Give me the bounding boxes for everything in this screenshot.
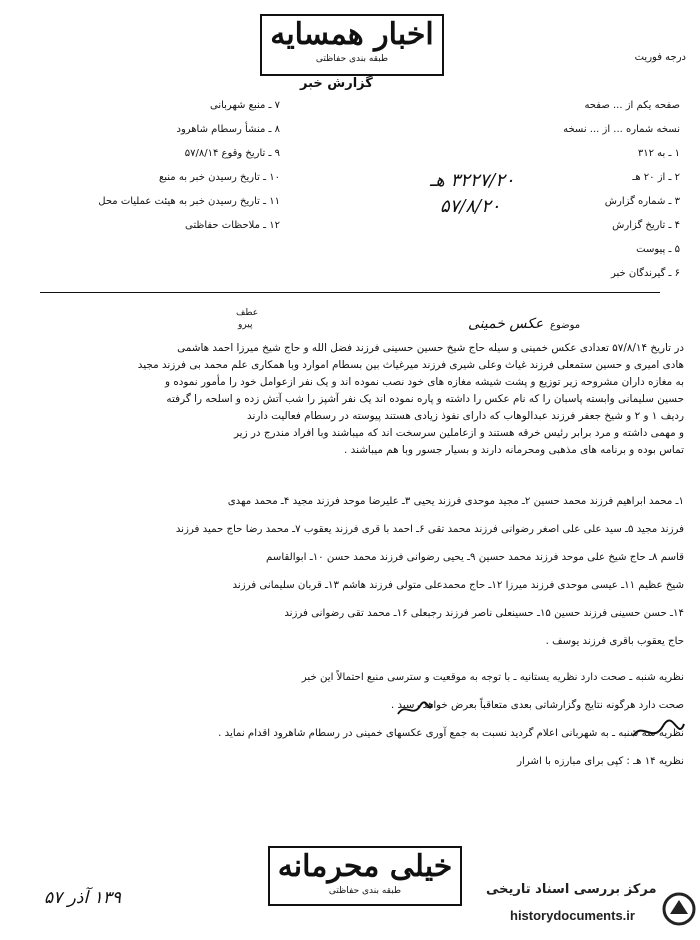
left-meta-block [40,94,280,238]
bottom-stamp-subtitle: طبقه بندی حفاظتی [328,886,402,896]
bottom-left-handwriting: ۱۳۹ آذر ۵۷ [44,888,121,908]
body-line: در تاریخ ۵۷/۸/۱۴ تعدادی عکس خمینی و سیله حاج شیخ حسین حسینی فرزند فضل الله و حاج شیخ میرزا احمد هاشمی [177,342,684,354]
meta-source: ۷ ـ منبع شهربانی [209,100,280,111]
body-line: ردیف ۱ و ۲ و شیخ جعفر فرزند عبدالوهاب که دارای نفوذ زیادی هستند پیوسته در رسطام فعالیت دارند [246,410,684,422]
bottom-stamp-title: خیلی محرمانه [277,849,453,884]
watermark-url: historydocuments.ir [510,908,635,923]
body-line: و مهمی داشته و مرد برابر رئیس خرقه هستند و ازعاملین سرسخت اند که میباشند وبا افراد مندرج در زیر [233,427,684,439]
urgency-label: درجه فوریت [634,52,686,63]
opinion-line: صحت دارد هرگونه نتایج وگزارشاتی بعدی متعاقباً بعرض خواهد رسید . [391,700,684,711]
follow-up-label: پیرو [238,320,253,330]
names-list [16,488,684,656]
names-line: شیخ عظیم ۱۱ـ عیسی موحدی فرزند میرزا ۱۲ـ حاج محمدعلی متولی فرزند هاشم ۱۳ـ قربان سلیمانی فرزند [232,580,684,591]
names-line: ۱ـ محمد ابراهیم فرزند محمد حسین ۲ـ مجید موحدی فرزند یحیی ۳ـ علیرضا موحد فرزند مجید ۴ـ محمد مهدی [227,496,684,507]
opinion-line: نظریه شنبه ـ صحت دارد نظریه یستانیه ـ با توجه به موقعیت و سترسی منبع احتمالاً این خبر [301,672,684,683]
meta-event-date: ۹ ـ تاریخ وقوع ۵۷/۸/۱۴ [184,148,280,159]
report-body [16,340,684,459]
names-line: ۱۴ـ حسن حسینی فرزند حسین ۱۵ـ حسینعلی ناصر فرزند رجبعلی ۱۶ـ محمد تقی رضوانی فرزند [284,608,684,619]
meta-protection-notes: ۱۲ ـ ملاحظات حفاظتی [185,220,280,231]
handwritten-report-number: ۳۲۲۷/۲۰ هـ [430,170,515,191]
meta-origin: ۸ ـ منشأ رسطام شاهرود [176,124,280,135]
top-stamp-title: اخبار همسایه [270,17,434,52]
body-line: حسین سلیمانی وابسته پاسبان را که نام عکس را داشته و پاره نموده اند یک نفر آشپز را شب آتش زده و اسلحه را گرفته [166,393,684,405]
header-divider [40,292,660,293]
initials-mark [395,700,435,720]
meta-copy: نسخه شماره ... از ... نسخه [563,124,680,135]
meta-page: صفحه یکم از ... صفحه [584,100,680,111]
meta-to: ۱ ـ به ۳۱۲ [637,148,680,159]
watermark-logo-icon [662,892,696,926]
meta-source-received: ۱۰ ـ تاریخ رسیدن خبر به منبع [158,172,280,183]
bottom-classification-stamp [268,846,462,906]
meta-report-date: ۴ ـ تاریخ گزارش [612,220,680,231]
top-stamp-subtitle: طبقه بندی حفاظتی [315,54,389,64]
opinion-line: نظریه ۱۴ هـ : کپی برای مبارزه با اشرار [517,756,684,767]
opinions-block [16,664,684,776]
meta-report-number: ۳ ـ شماره گزارش [604,196,680,207]
opinion-line: نظریه سه شنبه ـ به شهربانی اعلام گردید نسبت به جمع آوری عکسهای خمینی در رسطام شاهرود اقدام نماید . [218,728,684,739]
top-classification-stamp [260,14,444,76]
subject-label: موضوع [550,320,581,331]
body-line: هادی امیری و حسین ستمعلی فرزند غیاث وعلی شیری فرزند میرغیاث بین بسطام اموارد وبا همکاری علم محمد بی فرزند مجید [137,359,684,371]
subject-value: عکس خمینی [468,316,544,332]
names-line: حاج یعقوب باقری فرزند یوسف . [545,636,684,647]
handwritten-report-date: ۵۷/۸/۲۰ [440,196,501,217]
watermark-persian: مرکز بررسی اسناد تاریخی [486,882,657,897]
names-line: قاسم ۸ـ حاج شیخ علی موحد فرزند محمد حسین ۹ـ یحیی رضوانی فرزند محمد حسن ۱۰ـ ابوالقاسم [266,552,684,563]
meta-recipients: ۶ ـ گیرندگان خبر [610,268,680,279]
body-line: تماس بوده و برنامه های مذهبی ومحرمانه دارند و بسیار جسور وبا هم میباشند . [344,444,684,456]
report-title: گزارش خبر [300,76,373,91]
meta-ops-received: ۱۱ ـ تاریخ رسیدن خبر به هیئت عملیات محل [98,196,280,207]
body-line: به مغازه داران مشروحه زیر توزیع و پشت شیشه مغازه های خود نصب نموده اند و یک نفر ازعوامل خود را مأمور نموده و [165,376,684,388]
meta-attachment: ۵ ـ پیوست [636,244,680,255]
meta-from: ۲ ـ از ۲۰ هـ [632,172,680,183]
names-line: فرزند مجید ۵ـ سید علی علی اصغر رضوانی فرزند محمد تقی ۶ـ احمد با قری فرزند یعقوب ۷ـ محمد رضا حاج حمید فرزند [175,524,684,535]
reference-label: عطف [236,308,259,318]
signature-mark [628,716,688,746]
